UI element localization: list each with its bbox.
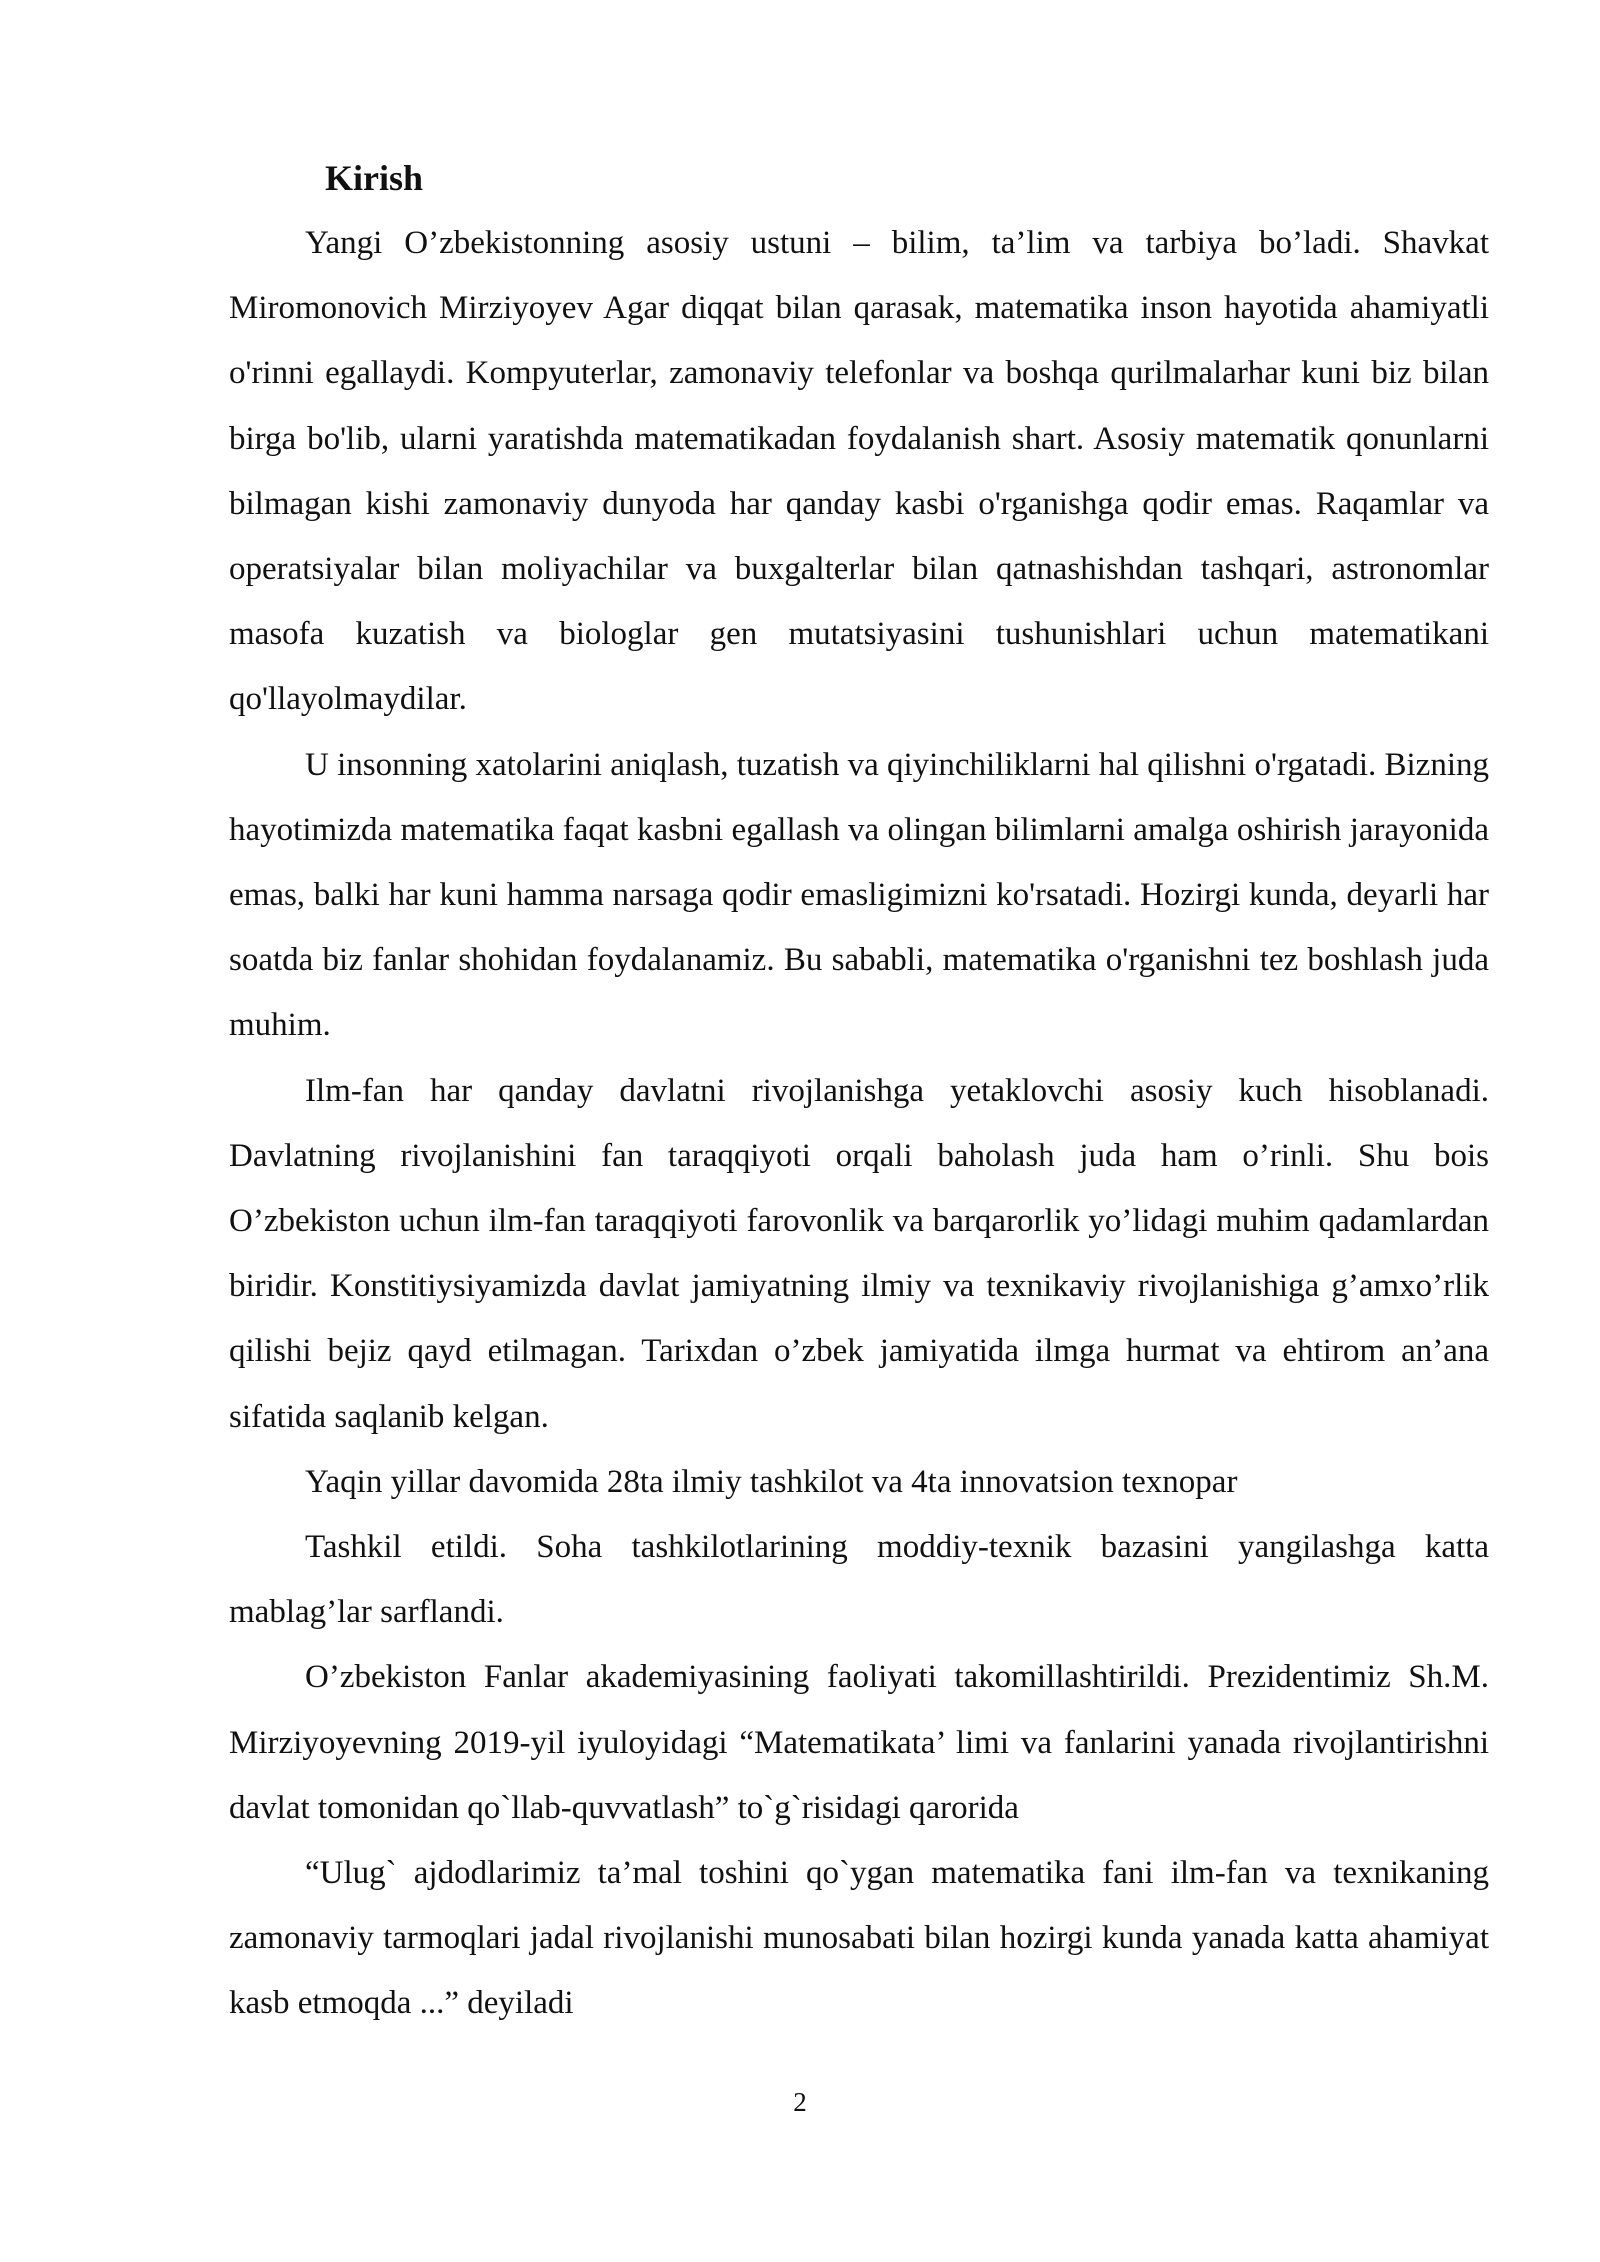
section-heading: Kirish xyxy=(325,158,424,198)
paragraph-quote: “Ulug` ajdodlarimiz ta’mal toshini qo`ygan matematika fani ilm-fan va texnikaning zamonaviy tarmoqlari jadal rivojlanishi munosabati bilan hozirgi kunda yanada katta ahamiyat kasb etmoqda ...” deyiladi xyxy=(229,1855,1489,2022)
paragraph-organizations: Yaqin yillar davomida 28ta ilmiy tashkilot va 4ta innovatsion texnopar xyxy=(305,1463,1238,1500)
paragraph-science: Ilm-fan har qanday davlatni rivojlanishga yetaklovchi asosiy kuch hisoblanadi. Davlatning rivojlanishini fan taraqqiyoti orqali baholash juda ham o’rinli. Shu bois O’zbekiston uchun ilm-fan taraqqiyoti farovonlik va barqarorlik yo’lidagi muhim qadamlardan biridir. Konstitiysiyamizda davlat jamiyatning ilmiy va texnikaviy rivojlanishiga g’amxo’rlik qilishi bejiz qayd etilmagan. Tarixdan o’zbek jamiyatida ilmga hurmat va ehtirom an’ana sifatida saqlanib kelgan. xyxy=(229,1072,1489,1435)
paragraph-established: Tashkil etildi. Soha tashkilotlarining moddiy-texnik bazasini yangilashga katta mablag’lar sarflandi. xyxy=(229,1529,1489,1631)
page-content xyxy=(229,146,1489,2037)
page-number: 2 xyxy=(793,2087,807,2117)
paragraph-errors: U insonning xatolarini aniqlash, tuzatish va qiyinchiliklarni hal qilishni o'rgatadi. Bizning hayotimizda matematika faqat kasbni egallash va olingan bilimlarni amalga oshirish jarayonida emas, balki har kuni hamma narsaga qodir emasligimizni ko'rsatadi. Hozirgi kunda, deyarli har soatda biz fanlar shohidan foydalanamiz. Bu sababli, matematika o'rganishni tez boshlash juda muhim. xyxy=(229,746,1489,1044)
paragraph-intro: Yangi O’zbekistonning asosiy ustuni – bilim, ta’lim va tarbiya bo’ladi. Shavkat Miromonovich Mirziyoyev Agar diqqat bilan qarasak, matematika inson hayotida ahamiyatli o'rinni egallaydi. Kompyuterlar, zamonaviy telefonlar va boshqa qurilmalarhar kuni biz bilan birga bo'lib, ularni yaratishda matematikadan foydalanish shart. Asosiy matematik qonunlarni bilmagan kishi zamonaviy dunyoda har qanday kasbi o'rganishga qodir emas. Raqamlar va operatsiyalar bilan moliyachilar va buxgalterlar bilan qatnashishdan tashqari, astronomlar masofa kuzatish va biologlar gen mutatsiyasini tushunishlari uchun matematikani qo'llayolmaydilar. xyxy=(229,225,1489,718)
paragraph-academy: O’zbekiston Fanlar akademiyasining faoliyati takomillashtirildi. Prezidentimiz Sh.M. Mirziyoyevning 2019-yil iyuloyidagi “Matematikata’ limi va fanlarini yanada rivojlantirishni davlat tomonidan qo`llab-quvvatlash” to`g`risidagi qarorida xyxy=(229,1659,1489,1826)
